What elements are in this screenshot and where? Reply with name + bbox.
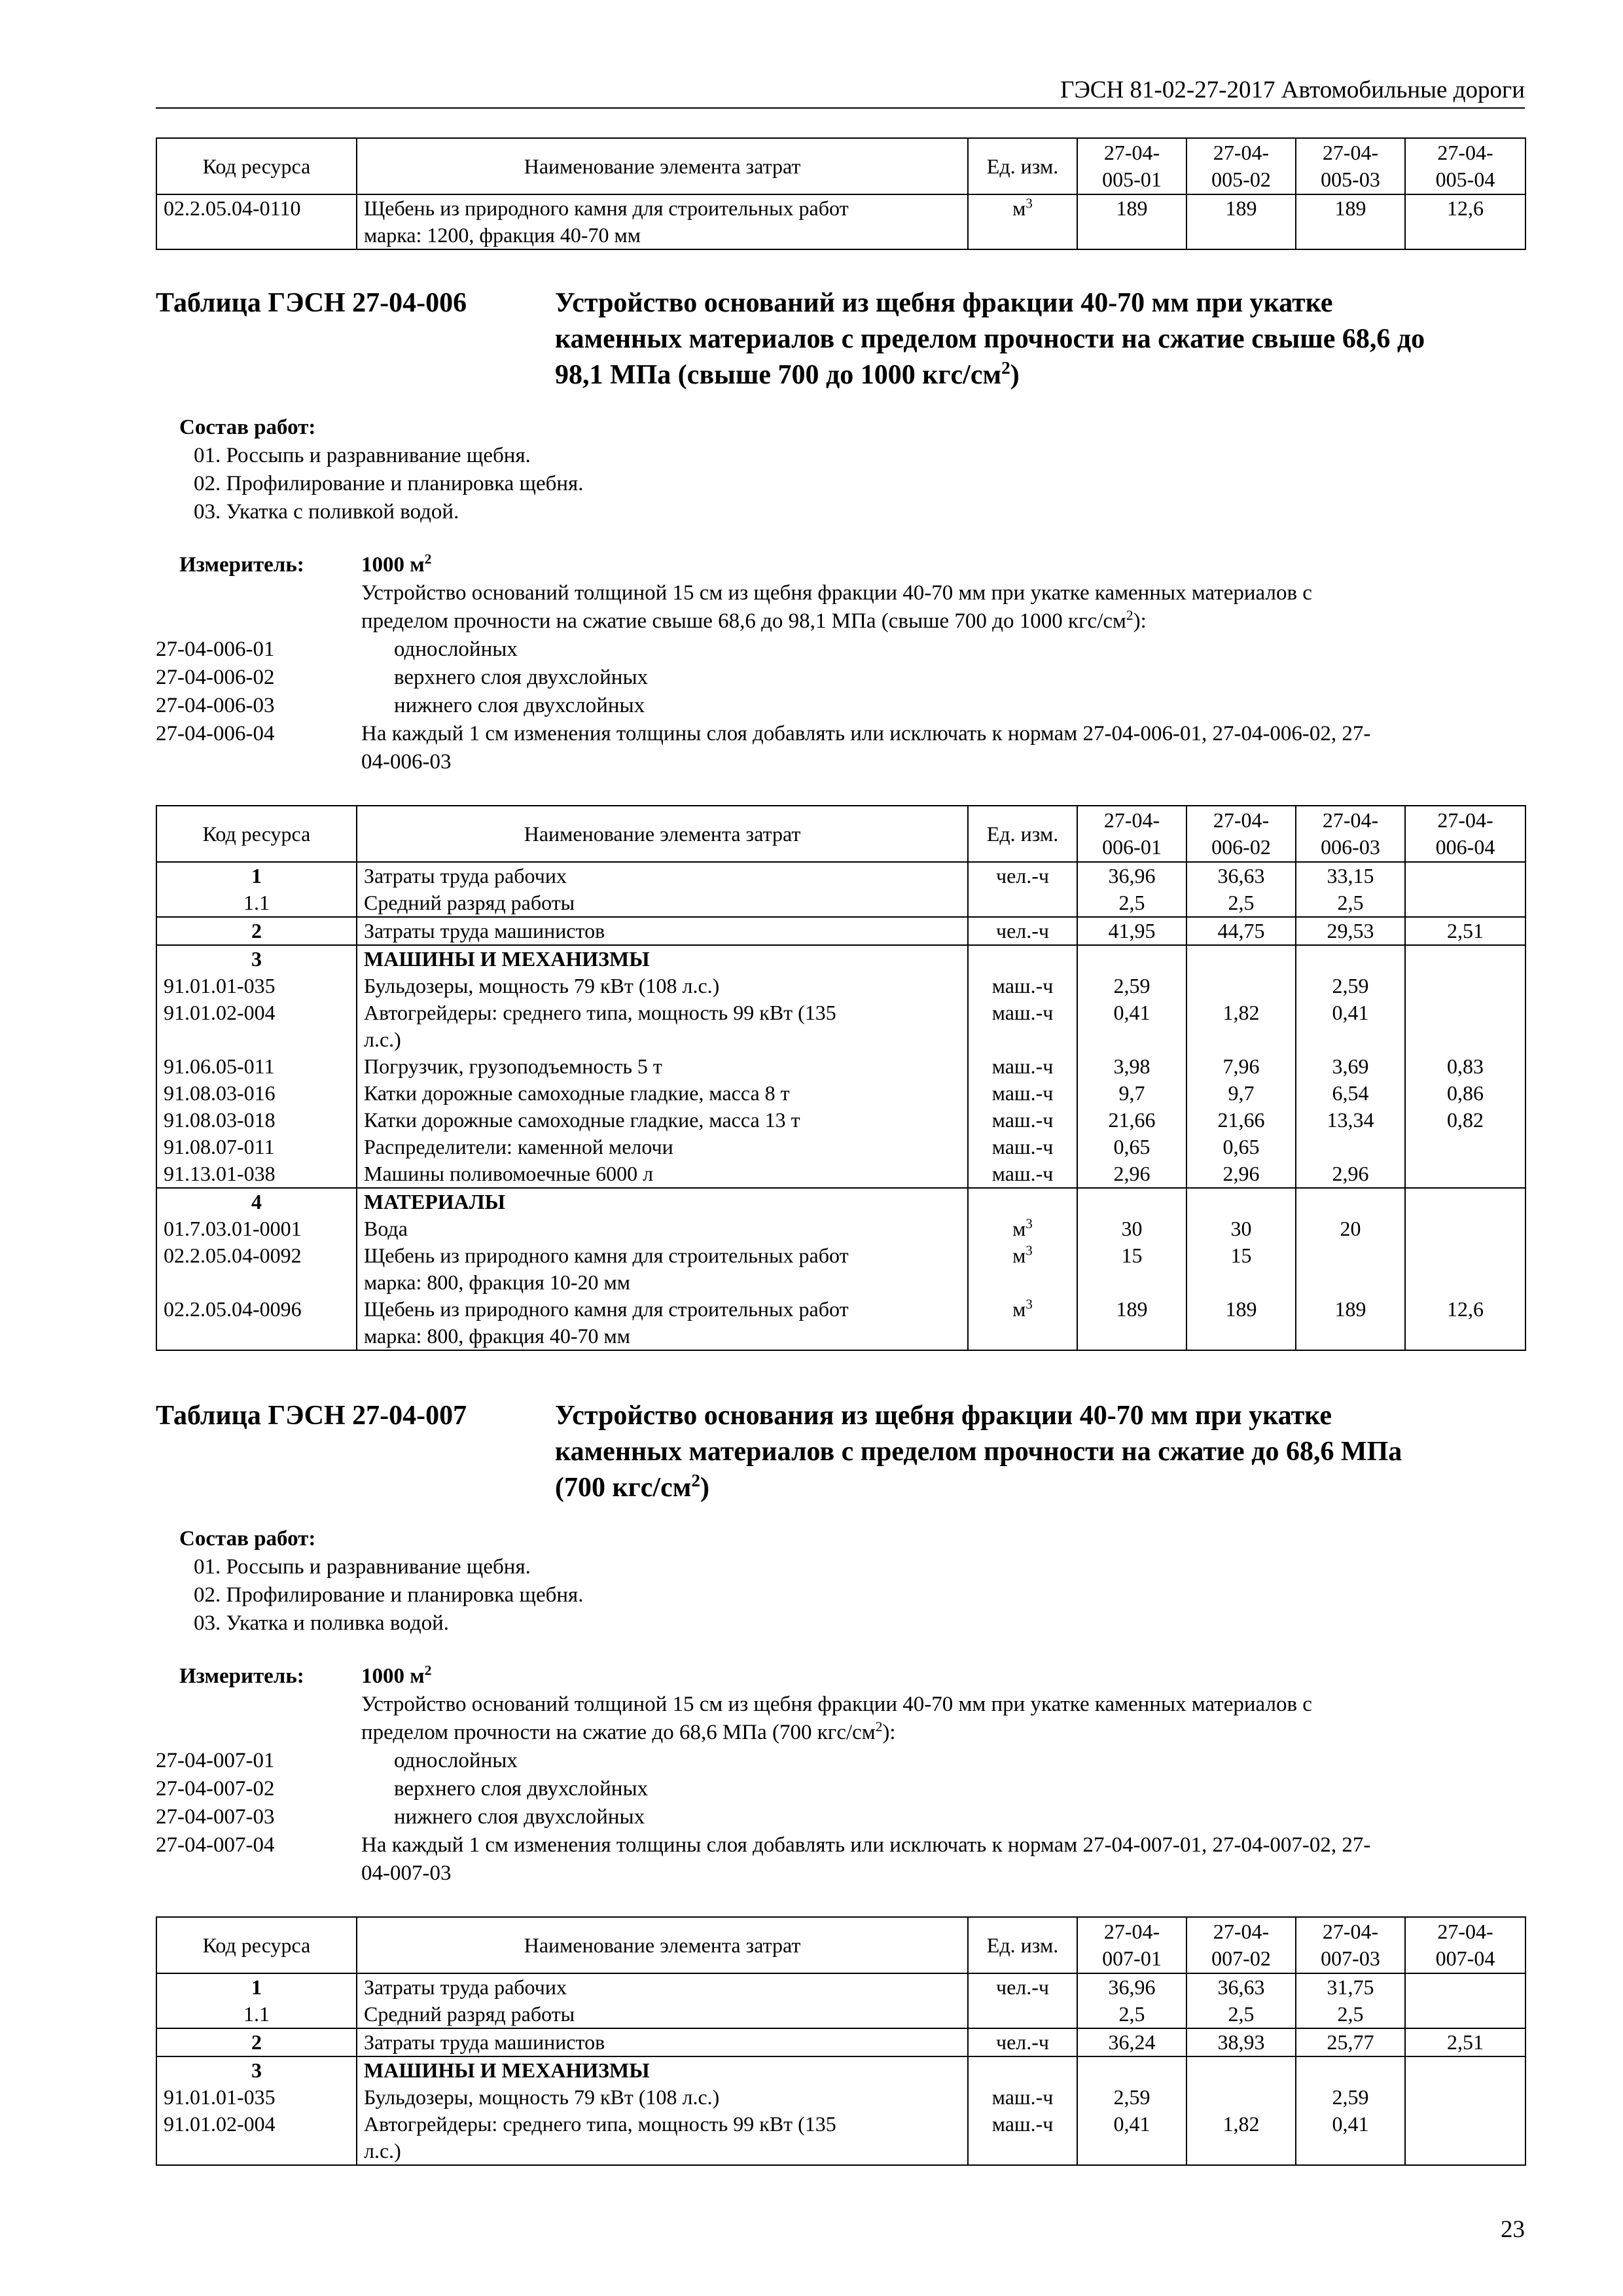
value-cell: 2,5 xyxy=(1186,889,1296,917)
resource-name: Средний разряд работы xyxy=(357,2001,968,2028)
value-cell: 13,34 xyxy=(1296,1107,1405,1134)
resource-unit: $м^3$ xyxy=(968,194,1077,249)
table-007-label: Таблица ГЭСН 27-04-007 xyxy=(156,1401,467,1431)
value-cell: 36,24 xyxy=(1077,2028,1186,2056)
value-cell: 189 xyxy=(1077,194,1186,249)
resource-code: 01.7.03.01-0001 xyxy=(156,1215,357,1242)
resource-unit: маш.-ч xyxy=(968,1053,1077,1080)
norm-item: 27-04-006-02 верхнего слоя двухслойных xyxy=(156,666,649,689)
col-unit-header: Ед. изм. xyxy=(968,138,1077,194)
value-cell: 189 xyxy=(1296,1296,1405,1350)
resource-name: Щебень из природного камня для строительных работ марка: 800, фракция 40-70 мм xyxy=(357,1296,968,1350)
resource-code: 1 xyxy=(156,1973,357,2001)
value-cell: 0,82 xyxy=(1405,1107,1525,1134)
resource-unit: маш.-ч xyxy=(968,1107,1077,1134)
resource-name: Щебень из природного камня для строительных работ марка: 800, фракция 10-20 мм xyxy=(357,1242,968,1296)
resource-unit: маш.-ч xyxy=(968,2111,1077,2165)
value-cell: 15 xyxy=(1186,1242,1296,1296)
col-norm-header: 27-04- 006-04 xyxy=(1405,806,1525,862)
resource-name: Затраты труда машинистов xyxy=(357,917,968,945)
col-norm-header: 27-04- 007-01 xyxy=(1077,1917,1186,1973)
resource-code: 91.08.03-018 xyxy=(156,1107,357,1134)
meter-description: Устройство оснований толщиной 15 см из щебня фракции 40-70 мм при укатке каменных материалов с xyxy=(361,1693,1312,1716)
norm-item: 27-04-007-01 однослойных xyxy=(156,1749,518,1772)
resource-code: 02.2.05.04-0096 xyxy=(156,1296,357,1350)
table-row xyxy=(156,1973,1525,2001)
value-cell: 30 xyxy=(1077,1215,1186,1242)
table-row xyxy=(156,1134,1525,1160)
col-unit-header: Ед. изм. xyxy=(968,806,1077,862)
table-row xyxy=(156,2111,1525,2165)
value-cell: 0,41 xyxy=(1077,999,1186,1053)
resource-unit xyxy=(968,2001,1077,2028)
value-cell: 36,63 xyxy=(1186,862,1296,889)
table-row xyxy=(156,1160,1525,1188)
works-list-006 xyxy=(156,414,1525,526)
table-007 xyxy=(156,1916,1525,2166)
work-item: 02. Профилирование и планировка щебня. xyxy=(194,472,584,495)
resource-code: 3 xyxy=(156,2056,357,2084)
table-header-row xyxy=(156,1917,1525,1973)
resource-code: 1.1 xyxy=(156,2001,357,2028)
section-name: МАШИНЫ И МЕХАНИЗМЫ xyxy=(357,945,968,973)
norm-item-continuation: 04-006-03 xyxy=(361,750,452,774)
resource-code: 3 xyxy=(156,945,357,973)
table-row xyxy=(156,1053,1525,1080)
value-cell xyxy=(1405,973,1525,999)
resource-code: 91.08.07-011 xyxy=(156,1134,357,1160)
resource-unit: чел.-ч xyxy=(968,2028,1077,2056)
resource-unit: $м^3$ xyxy=(968,1215,1077,1242)
value-cell xyxy=(1405,889,1525,917)
table-row xyxy=(156,1080,1525,1107)
value-cell: 2,96 xyxy=(1077,1160,1186,1188)
value-cell: 2,51 xyxy=(1405,917,1525,945)
table-row xyxy=(156,1242,1525,1296)
value-cell: 12,6 xyxy=(1405,194,1525,249)
resource-code: 02.2.05.04-0110 xyxy=(156,194,357,249)
value-cell: 25,77 xyxy=(1296,2028,1405,2056)
value-cell: 44,75 xyxy=(1186,917,1296,945)
section-row xyxy=(156,2056,1525,2084)
value-cell: 2,5 xyxy=(1077,2001,1186,2028)
value-cell xyxy=(1405,1242,1525,1296)
resource-code: 91.13.01-038 xyxy=(156,1160,357,1188)
value-cell: 30 xyxy=(1186,1215,1296,1242)
value-cell: 41,95 xyxy=(1077,917,1186,945)
meter-block-007 xyxy=(156,1662,1525,1888)
table-005-continuation xyxy=(156,137,1525,250)
value-cell xyxy=(1296,1134,1405,1160)
norm-item: 27-04-007-03 нижнего слоя двухслойных xyxy=(156,1805,645,1829)
col-norm-header: 27-04- 005-01 xyxy=(1077,138,1186,194)
value-cell: 3,69 xyxy=(1296,1053,1405,1080)
value-cell: 0,65 xyxy=(1077,1134,1186,1160)
work-item: 01. Россыпь и разравнивание щебня. xyxy=(194,444,531,467)
value-cell: 36,63 xyxy=(1186,1973,1296,2001)
col-name-header: Наименование элемента затрат xyxy=(357,806,968,862)
table-row xyxy=(156,2028,1525,2056)
value-cell xyxy=(1405,1973,1525,2001)
value-cell: 2,59 xyxy=(1077,2084,1186,2111)
col-name-header: Наименование элемента затрат xyxy=(357,1917,968,1973)
value-cell: 7,96 xyxy=(1186,1053,1296,1080)
resource-name: Погрузчик, грузоподъемность 5 т xyxy=(357,1053,968,1080)
norm-item: 27-04-006-01 однослойных xyxy=(156,637,518,661)
value-cell: 0,41 xyxy=(1077,2111,1186,2165)
norm-item: 27-04-007-04 На каждый 1 см изменения толщины слоя добавлять или исключать к нормам 27-04-007-01, 27-04-007-02, 27- xyxy=(156,1833,1371,1857)
value-cell xyxy=(1405,1160,1525,1188)
value-cell: 29,53 xyxy=(1296,917,1405,945)
meter-label: Измеритель: xyxy=(179,553,304,577)
value-cell xyxy=(1405,862,1525,889)
value-cell: 2,51 xyxy=(1405,2028,1525,2056)
resource-name: Затраты труда машинистов xyxy=(357,2028,968,2056)
value-cell: 21,66 xyxy=(1186,1107,1296,1134)
value-cell xyxy=(1186,973,1296,999)
col-norm-header: 27-04- 006-03 xyxy=(1296,806,1405,862)
table-header-row xyxy=(156,138,1525,194)
resource-name: Катки дорожные самоходные гладкие, масса 13 т xyxy=(357,1107,968,1134)
work-item: 03. Укатка и поливка водой. xyxy=(194,1611,450,1635)
col-norm-header: 27-04- 005-04 xyxy=(1405,138,1525,194)
resource-unit: маш.-ч xyxy=(968,1134,1077,1160)
value-cell xyxy=(1186,2084,1296,2111)
col-code-header: Код ресурса xyxy=(156,1917,357,1973)
resource-code: 1.1 xyxy=(156,889,357,917)
works-heading: Состав работ: xyxy=(179,416,316,439)
resource-name: Катки дорожные самоходные гладкие, масса 8 т xyxy=(357,1080,968,1107)
work-item: 02. Профилирование и планировка щебня. xyxy=(194,1583,584,1607)
meter-value: 1000 $м^2$ xyxy=(361,551,432,577)
resource-code: 1 xyxy=(156,862,357,889)
resource-unit: $м^3$ xyxy=(968,1242,1077,1296)
works-list-007 xyxy=(156,1525,1525,1638)
value-cell: 0,41 xyxy=(1296,2111,1405,2165)
value-cell: 9,7 xyxy=(1186,1080,1296,1107)
table-row xyxy=(156,2084,1525,2111)
value-cell: 2,59 xyxy=(1077,973,1186,999)
table-header-row xyxy=(156,806,1525,862)
page-number: 23 xyxy=(1501,2216,1525,2243)
resource-name: Затраты труда рабочих xyxy=(357,862,968,889)
col-norm-header: 27-04- 006-02 xyxy=(1186,806,1296,862)
resource-name: Бульдозеры, мощность 79 кВт (108 л.с.) xyxy=(357,973,968,999)
page-header xyxy=(156,73,1525,109)
resource-unit: чел.-ч xyxy=(968,1973,1077,2001)
table-row xyxy=(156,862,1525,889)
table-row xyxy=(156,1296,1525,1350)
resource-unit: $м^3$ xyxy=(968,1296,1077,1350)
resource-name: Автогрейдеры: среднего типа, мощность 99 кВт (135 л.с.) xyxy=(357,2111,968,2165)
col-code-header: Код ресурса xyxy=(156,806,357,862)
col-unit-header: Ед. изм. xyxy=(968,1917,1077,1973)
resource-code: 2 xyxy=(156,2028,357,2056)
value-cell: 2,5 xyxy=(1077,889,1186,917)
value-cell: 2,5 xyxy=(1296,889,1405,917)
col-norm-header: 27-04- 006-01 xyxy=(1077,806,1186,862)
col-name-header: Наименование элемента затрат xyxy=(357,138,968,194)
value-cell: 6,54 xyxy=(1296,1080,1405,1107)
table-row xyxy=(156,917,1525,945)
value-cell: 0,65 xyxy=(1186,1134,1296,1160)
table-row xyxy=(156,2001,1525,2028)
value-cell: 33,15 xyxy=(1296,862,1405,889)
col-norm-header: 27-04- 007-02 xyxy=(1186,1917,1296,1973)
value-cell: 2,5 xyxy=(1296,2001,1405,2028)
table-row xyxy=(156,889,1525,917)
value-cell: 36,96 xyxy=(1077,1973,1186,2001)
resource-code: 91.01.02-004 xyxy=(156,999,357,1053)
resource-code: 2 xyxy=(156,917,357,945)
resource-code: 91.01.01-035 xyxy=(156,973,357,999)
norm-item: 27-04-006-04 На каждый 1 см изменения толщины слоя добавлять или исключать к нормам 27-04-006-01, 27-04-006-02, 27- xyxy=(156,722,1371,745)
value-cell: 31,75 xyxy=(1296,1973,1405,2001)
col-code-header: Код ресурса xyxy=(156,138,357,194)
table-row xyxy=(156,973,1525,999)
section-name: МАТЕРИАЛЫ xyxy=(357,1188,968,1215)
value-cell xyxy=(1405,2084,1525,2111)
resource-unit: чел.-ч xyxy=(968,917,1077,945)
value-cell xyxy=(1405,1215,1525,1242)
value-cell: 1,82 xyxy=(1186,2111,1296,2165)
table-row xyxy=(156,1215,1525,1242)
resource-code: 02.2.05.04-0092 xyxy=(156,1242,357,1296)
value-cell: 189 xyxy=(1296,194,1405,249)
value-cell: 21,66 xyxy=(1077,1107,1186,1134)
resource-name: Машины поливомоечные 6000 л xyxy=(357,1160,968,1188)
resource-name: Автогрейдеры: среднего типа, мощность 99 кВт (135 л.с.) xyxy=(357,999,968,1053)
resource-code: 91.01.01-035 xyxy=(156,2084,357,2111)
resource-name: Щебень из природного камня для строительных работ марка: 1200, фракция 40-70 мм xyxy=(357,194,968,249)
col-norm-header: 27-04- 005-02 xyxy=(1186,138,1296,194)
value-cell: 38,93 xyxy=(1186,2028,1296,2056)
resource-unit: маш.-ч xyxy=(968,973,1077,999)
value-cell: 2,5 xyxy=(1186,2001,1296,2028)
table-row xyxy=(156,1107,1525,1134)
value-cell: 20 xyxy=(1296,1215,1405,1242)
value-cell: 0,41 xyxy=(1296,999,1405,1053)
resource-unit: маш.-ч xyxy=(968,1080,1077,1107)
header-title: ГЭСН 81-02-27-2017 Автомобильные дороги xyxy=(1060,77,1525,103)
value-cell: 189 xyxy=(1077,1296,1186,1350)
col-norm-header: 27-04- 007-03 xyxy=(1296,1917,1405,1973)
resource-unit xyxy=(968,889,1077,917)
value-cell: 3,98 xyxy=(1077,1053,1186,1080)
resource-name: Бульдозеры, мощность 79 кВт (108 л.с.) xyxy=(357,2084,968,2111)
value-cell xyxy=(1405,2001,1525,2028)
value-cell: 2,96 xyxy=(1296,1160,1405,1188)
value-cell: 189 xyxy=(1186,194,1296,249)
value-cell xyxy=(1405,1134,1525,1160)
section-row xyxy=(156,1188,1525,1215)
value-cell: 2,59 xyxy=(1296,973,1405,999)
value-cell xyxy=(1405,2111,1525,2165)
table-007-heading: Устройство основания из щебня фракции 40-70 мм при укатке каменных материалов с пределом прочности на сжатие до 68,6 МПа (700 кгс/$см^2$) xyxy=(555,1401,1402,1503)
value-cell: 0,83 xyxy=(1405,1053,1525,1080)
norm-item-continuation: 04-007-03 xyxy=(361,1861,452,1885)
work-item: 01. Россыпь и разравнивание щебня. xyxy=(194,1555,531,1579)
resource-name: Распределители: каменной мелочи xyxy=(357,1134,968,1160)
value-cell: 189 xyxy=(1186,1296,1296,1350)
work-item: 03. Укатка с поливкой водой. xyxy=(194,500,459,524)
value-cell: 12,6 xyxy=(1405,1296,1525,1350)
meter-label: Измеритель: xyxy=(179,1664,304,1688)
resource-name: Затраты труда рабочих xyxy=(357,1973,968,2001)
resource-code: 91.08.03-016 xyxy=(156,1080,357,1107)
meter-description: пределом прочности на сжатие до 68,6 МПа (700 кгс/$см^2$): xyxy=(361,1719,896,1744)
norm-item: 27-04-006-03 нижнего слоя двухслойных xyxy=(156,694,645,717)
table-006 xyxy=(156,805,1525,1351)
table-006-heading: Устройство оснований из щебня фракции 40-70 мм при укатке каменных материалов с пределом прочности на сжатие свыше 68,6 до 98,1 МПа (свыше 700 до 1000 кгс/$см^2$) xyxy=(555,288,1425,390)
value-cell xyxy=(1405,999,1525,1053)
resource-code: 91.01.02-004 xyxy=(156,2111,357,2165)
value-cell xyxy=(1296,1242,1405,1296)
resource-unit: маш.-ч xyxy=(968,999,1077,1053)
resource-name: Вода xyxy=(357,1215,968,1242)
value-cell: 9,7 xyxy=(1077,1080,1186,1107)
col-norm-header: 27-04- 007-04 xyxy=(1405,1917,1525,1973)
resource-unit: маш.-ч xyxy=(968,1160,1077,1188)
section-row xyxy=(156,945,1525,973)
meter-description: пределом прочности на сжатие свыше 68,6 до 98,1 МПа (свыше 700 до 1000 кгс/$см^2$): xyxy=(361,607,1147,633)
value-cell: 1,82 xyxy=(1186,999,1296,1053)
section-name: МАШИНЫ И МЕХАНИЗМЫ xyxy=(357,2056,968,2084)
value-cell: 15 xyxy=(1077,1242,1186,1296)
value-cell: 36,96 xyxy=(1077,862,1186,889)
value-cell: 2,59 xyxy=(1296,2084,1405,2111)
meter-value: 1000 $м^2$ xyxy=(361,1662,432,1688)
resource-code: 91.06.05-011 xyxy=(156,1053,357,1080)
value-cell: 2,96 xyxy=(1186,1160,1296,1188)
resource-unit: чел.-ч xyxy=(968,862,1077,889)
table-006-label: Таблица ГЭСН 27-04-006 xyxy=(156,288,467,318)
col-norm-header: 27-04- 005-03 xyxy=(1296,138,1405,194)
resource-name: Средний разряд работы xyxy=(357,889,968,917)
meter-description: Устройство оснований толщиной 15 см из щебня фракции 40-70 мм при укатке каменных материалов с xyxy=(361,581,1312,605)
works-heading: Состав работ: xyxy=(179,1527,316,1551)
resource-code: 4 xyxy=(156,1188,357,1215)
table-row xyxy=(156,999,1525,1053)
value-cell: 0,86 xyxy=(1405,1080,1525,1107)
table-row xyxy=(156,194,1525,249)
resource-unit: маш.-ч xyxy=(968,2084,1077,2111)
norm-item: 27-04-007-02 верхнего слоя двухслойных xyxy=(156,1777,649,1801)
meter-block-006 xyxy=(156,551,1525,776)
